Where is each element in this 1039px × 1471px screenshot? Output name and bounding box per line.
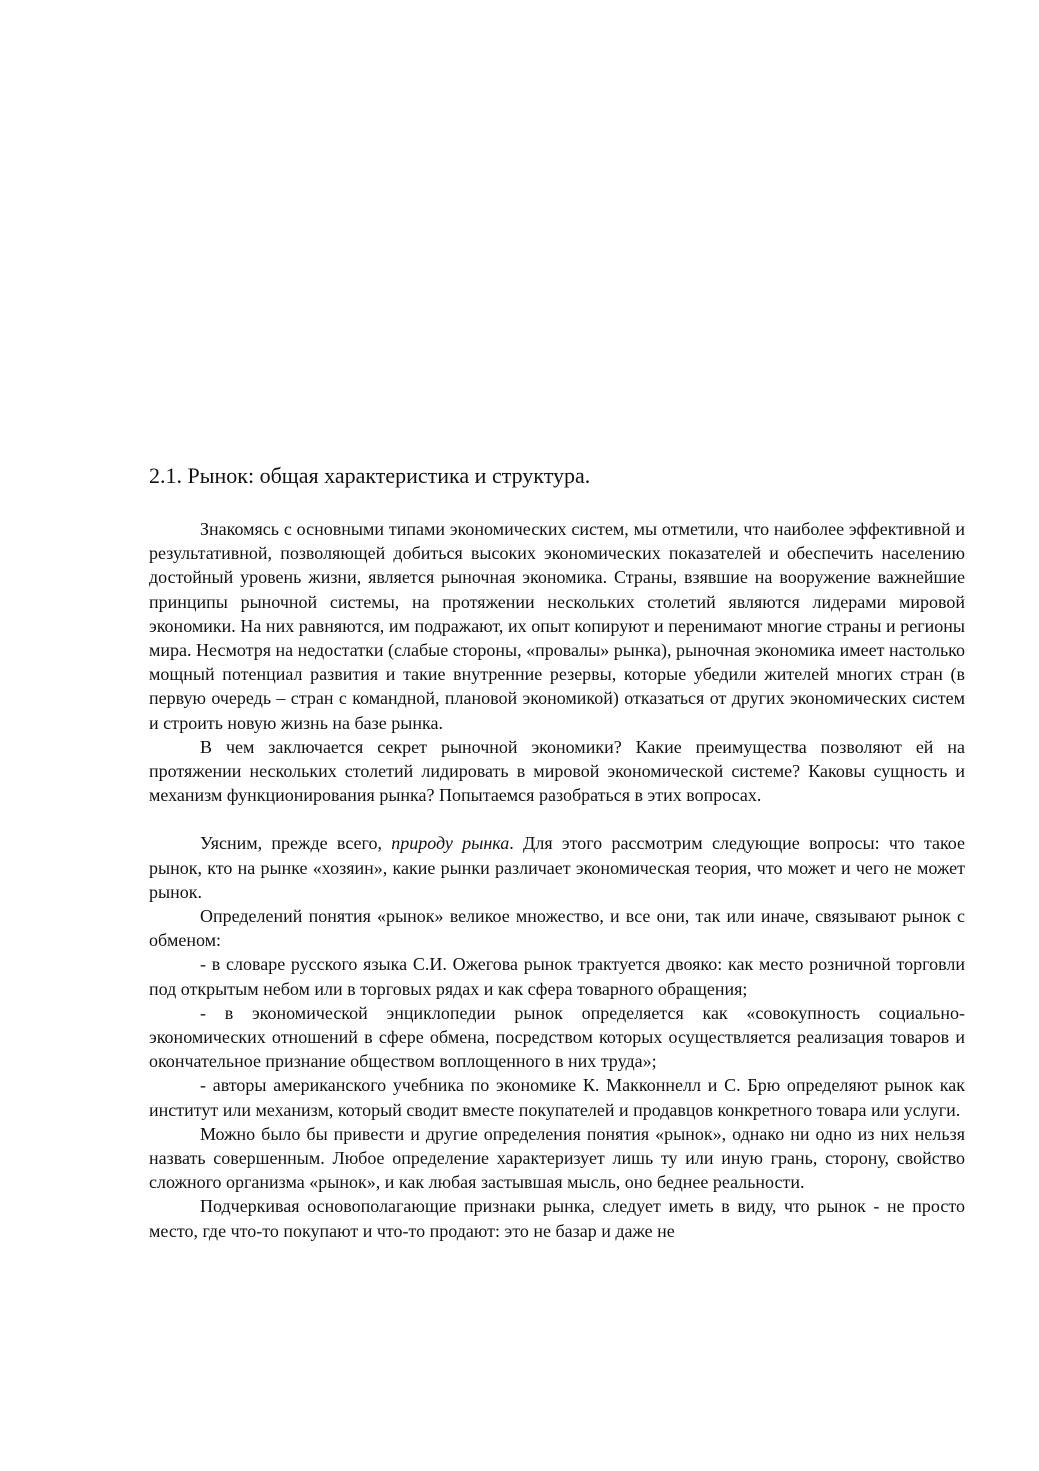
definition-ozhegov: - в словаре русского языка С.И. Ожегова рынок трактуется двояко: как место розничной торговли под открытым небом или в торговых рядах и как сфера товарного обращения; xyxy=(149,954,965,999)
document-page xyxy=(149,462,965,1243)
paragraph-nature-end: . Для этого рассмотрим следующие вопросы: что такое рынок, кто на рынке «хозяин», какие рынки различает экономическая теория, что может и чего не может рынок. xyxy=(149,833,966,902)
paragraph-definitions: Определений понятия «рынок» великое множество, и все они, так или иначе, связывают рынок с обменом: xyxy=(149,906,965,951)
section-heading: 2.1. Рынок: общая характеристика и структура. xyxy=(149,463,591,488)
definition-encyclopedia: - в экономической энциклопедии рынок определяется как «совокупность социально-экономических отношений в сфере обмена, посредством которых осуществляется реализация товаров и окончательное признание обществом воплощенного в них труда»; xyxy=(149,1002,965,1072)
paragraph-other-definitions: Можно было бы привести и другие определения понятия «рынок», однако ни одно из них нельзя назвать совершенным. Любое определение характеризует лишь ту или иную грань, сторону, свойство сложного организма «рынок», и как любая застывшая мысль, оно беднее реальности. xyxy=(149,1123,965,1193)
italic-term: природу рынка xyxy=(391,833,510,854)
paragraph-market-features: Подчеркивая основополагающие признаки рынка, следует иметь в виду, что рынок - не просто место, где что-то покупают и что-то продают: это не базар и даже не xyxy=(149,1196,965,1241)
paragraph-nature-start: Уясним, прежде всего, xyxy=(200,833,392,854)
paragraph-intro: Знакомясь с основными типами экономических систем, мы отметили, что наиболее эффективной и результативной, позволяющей добиться высоких экономических показателей и обеспечить населению достойный уровень жизни, является рыночная экономика. Страны, взявшие на вооружение важнейшие принципы рыночной системы, на протяжении нескольких столетий являются лидерами мировой экономики. На них равняются, им подражают, их опыт копируют и перенимают многие страны и регионы мира. Несмотря на недостатки (слабые стороны, «провалы» рынка), рыночная экономика имеет настолько мощный потенциал развития и такие внутренние резервы, которые убедили жителей многих стран (в первую очередь – стран с командной, плановой экономикой) отказаться от других экономических систем и строить новую жизнь на базе рынка. xyxy=(149,519,965,733)
paragraph-nature xyxy=(149,831,965,904)
definition-mcconnell: - авторы американского учебника по экономике К. Макконнелл и С. Брю определяют рынок как институт или механизм, который сводит вместе покупателей и продавцов конкретного товара или услуги. xyxy=(149,1075,965,1120)
paragraph-questions: В чем заключается секрет рыночной экономики? Какие преимущества позволяют ей на протяжении нескольких столетий лидировать в мировой экономической системе? Каковы сущность и механизм функционирования рынка? Попытаемся разобраться в этих вопросах. xyxy=(149,736,965,806)
